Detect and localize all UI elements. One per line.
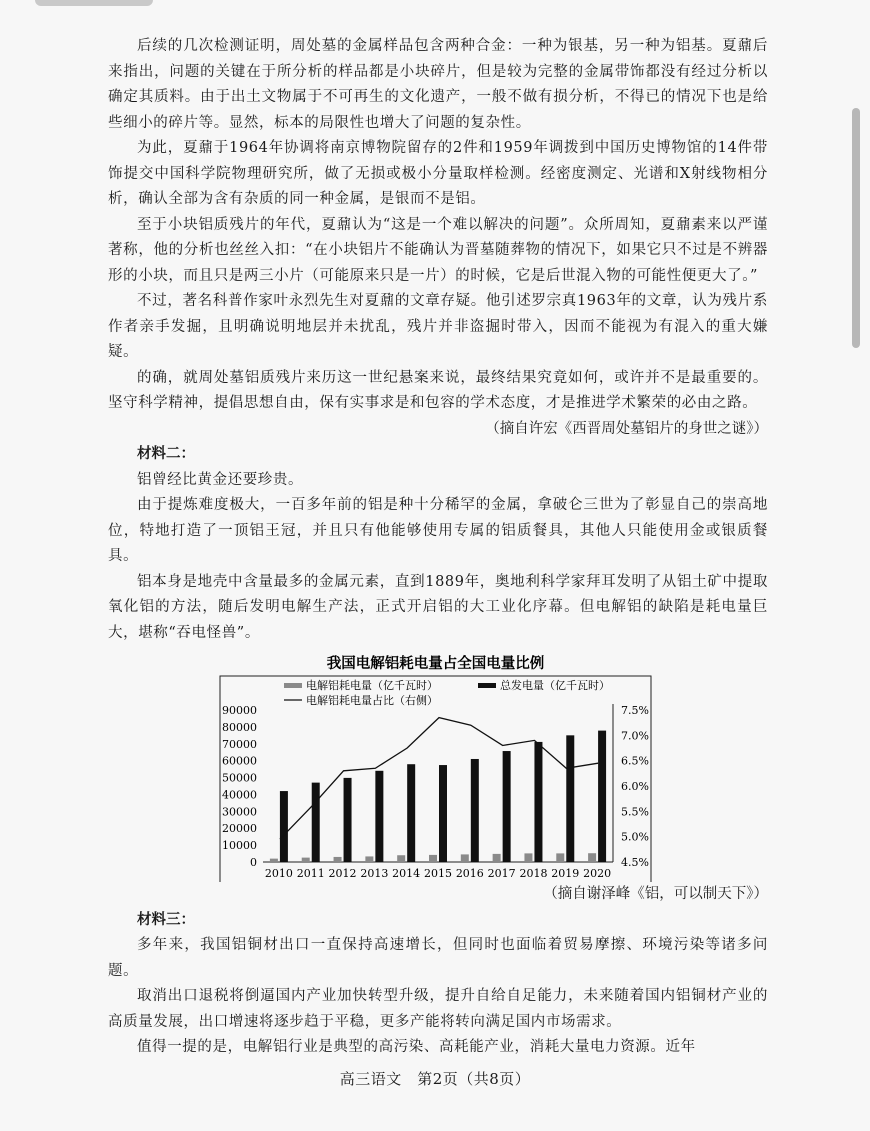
y2-tick-label: 6.5% (621, 754, 649, 768)
x-tick-label: 2020 (583, 867, 612, 880)
paragraph: 多年来，我国铝铜材出口一直保持高速增长，但同时也面临着贸易摩擦、环境污染等诸多问题。 (108, 937, 768, 979)
x-tick-label: 2013 (360, 867, 389, 880)
bar-total-generation (407, 764, 415, 862)
y2-tick-label: 4.5% (621, 856, 649, 869)
y-tick-label: 90000 (222, 704, 257, 717)
y2-tick-label: 7.5% (621, 704, 649, 717)
y-tick-label: 30000 (222, 805, 257, 819)
section-heading: 材料二： (137, 446, 195, 462)
legend-swatch (478, 683, 496, 688)
x-tick-label: 2012 (328, 867, 357, 880)
x-tick-label: 2011 (296, 867, 325, 880)
page-footer: 高三语文 第2页（共8页） (339, 1070, 531, 1088)
bar-total-generation (566, 735, 574, 862)
paragraph: 铝曾经比黄金还要珍贵。 (137, 471, 304, 488)
paragraph: 为此，夏鼐于1964年协调将南京博物院留存的2件和1959年调拨到中国历史博物馆的14件带饰提交中国科学院物理研究所，做了无损或极小分量取样检测。经密度测定、光谱和X射线物相分析，确认全部为含有杂质的同一种金属，是银而不是铝。 (108, 140, 768, 207)
legend-swatch (284, 683, 302, 688)
y-tick-label: 40000 (222, 788, 257, 802)
y2-tick-label: 5.5% (621, 805, 649, 819)
y-tick-label: 10000 (222, 839, 257, 853)
section-heading: 材料三： (137, 911, 195, 928)
paragraph: 取消出口退税将倒逼国内产业加快转型升级，提升自给自足能力，未来随着国内铝铜材产业的高质量发展，出口增速将逐步趋于平稳，更多产能将转向满足国内市场需求。 (108, 988, 768, 1030)
electrolytic-aluminum-chart (108, 652, 768, 882)
bar-aluminum-consumption (461, 854, 469, 862)
paragraph: 后续的几次检测证明，周处墓的金属样品包含两种合金：一种为银基，另一种为铝基。夏鼐后来指出，问题的关键在于所分析的样品都是小块碎片，但是较为完整的金属带饰都没有经过分析以确定其质料。由于出土文物属于不可再生的文化遗产，一般不做有损分析，不得已的情况下也是给些细小的碎片等。显然，标本的局限性也增大了问题的复杂性。 (108, 38, 768, 131)
x-tick-label: 2017 (487, 867, 516, 880)
legend-label: 电解铝耗电量（亿千瓦时） (306, 679, 438, 692)
y2-tick-label: 5.0% (621, 830, 649, 844)
source-citation: （摘自谢泽峰《铝，可以制天下》） (543, 886, 768, 902)
bar-total-generation (598, 731, 606, 862)
bar-aluminum-consumption (524, 853, 532, 862)
paragraph: 值得一提的是，电解铝行业是典型的高污染、高耗能产业，消耗大量电力资源。近年 (137, 1039, 696, 1055)
bar-total-generation (344, 778, 352, 862)
chart-title: 我国电解铝耗电量占全国电量比例 (326, 656, 545, 672)
bar-aluminum-consumption (588, 853, 596, 862)
chart-container (108, 652, 768, 882)
exam-page (108, 34, 768, 1061)
bar-aluminum-consumption (429, 855, 437, 862)
x-tick-label: 2019 (551, 867, 580, 880)
legend-label: 电解铝耗电量占比（右侧） (306, 694, 438, 707)
legend-label: 总发电量（亿千瓦时） (500, 679, 610, 692)
bar-total-generation (312, 783, 320, 862)
bar-aluminum-consumption (302, 858, 310, 862)
bar-total-generation (280, 791, 288, 862)
paragraph: 的确，就周处墓铝质残片来历这一世纪悬案来说，最终结果究竟如何，或许并不是最重要的。坚守科学精神，提倡思想自由，保有实事求是和包容的学术态度，才是推进学术繁荣的必由之路。 (108, 369, 768, 411)
bar-aluminum-consumption (397, 855, 405, 862)
bar-aluminum-consumption (556, 853, 564, 862)
bar-total-generation (503, 751, 511, 862)
paragraph: 铝本身是地壳中含量最多的金属元素，直到1889年，奥地利科学家拜耳发明了从铝土矿中提取氧化铝的方法，随后发明电解生产法，正式开启铝的大工业化序幕。但电解铝的缺陷是耗电量巨大，堪称“吞电怪兽”。 (108, 573, 768, 641)
paragraph: 不过，著名科普作家叶永烈先生对夏鼐的文章存疑。他引述罗宗真1963年的文章，认为残片系作者亲手发掘，且明确说明地层并未扰乱，残片并非盗掘时带入，因而不能视为有混入的重大嫌疑。 (108, 293, 768, 360)
x-tick-label: 2014 (392, 867, 421, 880)
x-tick-label: 2018 (519, 867, 548, 880)
bar-aluminum-consumption (334, 857, 342, 862)
source-citation: （摘自许宏《西晋周处墓铝片的身世之谜》） (485, 420, 768, 437)
scrollbar[interactable] (852, 108, 860, 348)
y-tick-label: 0 (250, 856, 257, 869)
y-tick-label: 60000 (222, 754, 257, 768)
bar-aluminum-consumption (493, 854, 501, 862)
x-tick-label: 2016 (455, 867, 484, 880)
y-tick-label: 20000 (222, 822, 257, 836)
bar-aluminum-consumption (365, 856, 373, 862)
y2-tick-label: 7.0% (621, 729, 649, 743)
y-tick-label: 80000 (222, 720, 257, 734)
x-tick-label: 2010 (264, 867, 293, 880)
y-tick-label: 50000 (222, 771, 257, 785)
bar-total-generation (439, 765, 447, 862)
window-top-bar (35, 0, 153, 6)
y-tick-label: 70000 (222, 737, 257, 751)
bar-total-generation (471, 759, 479, 862)
paragraph: 至于小块铝质残片的年代，夏鼐认为“这是一个难以解决的问题”。众所周知，夏鼐素来以严谨著称，他的分析也丝丝入扣：“在小块铝片不能确认为晋墓随葬物的情况下，如果它只不过是不辨器形的小块，而且只是两三小片（可能原来只是一片）的时候，它是后世混入物的可能性便更大了。” (108, 216, 768, 284)
bar-total-generation (534, 742, 542, 862)
paragraph: 由于提炼难度极大，一百多年前的铝是种十分稀罕的金属，拿破仑三世为了彰显自己的崇高地位，特地打造了一顶铝王冠，并且只有他能够使用专属的铝质餐具，其他人只能使用金或银质餐具。 (108, 497, 768, 564)
y2-tick-label: 6.0% (621, 780, 649, 793)
bar-total-generation (375, 771, 383, 862)
x-tick-label: 2015 (424, 867, 452, 880)
bar-aluminum-consumption (270, 859, 278, 862)
